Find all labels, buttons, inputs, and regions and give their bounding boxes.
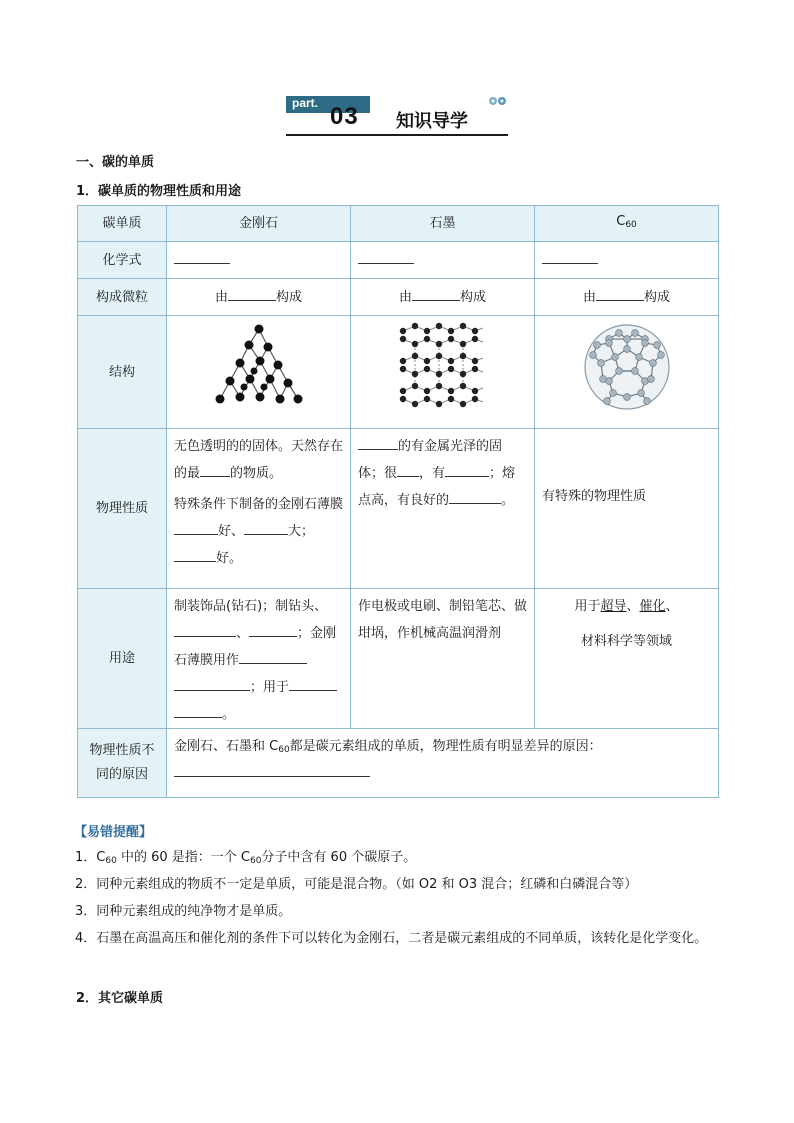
cell-text: 金刚石、石墨和 $C_{60}$都是碳元素组成的单质，物理性质有明显差异的原因： <box>174 739 602 755</box>
graphite-structure-cell <box>351 316 535 429</box>
tip-item: 2．同种元素组成的物质不一定是单质，可能是混合物。（如 O2 和 O3 混合；红磷和白磷混合等） <box>75 877 638 892</box>
cell-text: 特殊条件下制备的金刚石薄膜好、 大； 好。 <box>174 497 344 566</box>
cell-text: 构成 <box>276 289 303 305</box>
col-header <box>535 206 719 242</box>
cell-text: 由 <box>582 289 596 305</box>
page-title: 知识导学 <box>396 111 468 132</box>
c60-use-cell <box>535 589 719 729</box>
table-row <box>78 429 719 589</box>
cell-text: 构成 <box>644 289 671 305</box>
title-underline <box>286 134 508 136</box>
diamond-use-cell <box>167 589 351 729</box>
table-row <box>78 279 719 316</box>
cell-text: 无色透明的的固体。天然存在的最 的物质。 <box>174 439 344 481</box>
graphite-physical-cell <box>351 429 535 589</box>
part-number: 03 <box>330 103 359 130</box>
formula-cell <box>351 242 535 279</box>
row-label: 物理性质 <box>78 429 167 589</box>
formula-cell <box>167 242 351 279</box>
col-header: 碳单质 <box>78 206 167 242</box>
table-header-row <box>78 206 719 242</box>
row-label: 化学式 <box>78 242 167 279</box>
fill-blank[interactable] <box>244 520 288 535</box>
col-header: 石墨 <box>351 206 535 242</box>
tip-item: 4．石墨在高温高压和催化剂的条件下可以转化为金刚石，二者是碳元素组成的不同单质，该转化是化学变化。 <box>75 931 708 946</box>
fill-blank[interactable] <box>239 649 307 664</box>
subsection-heading: 2．其它碳单质 <box>76 991 164 1006</box>
fill-blank[interactable] <box>412 286 460 301</box>
fill-blank[interactable] <box>289 676 337 691</box>
diamond-structure-cell <box>167 316 351 429</box>
fill-blank[interactable] <box>174 547 216 562</box>
fill-blank[interactable] <box>449 489 501 504</box>
particle-cell <box>351 279 535 316</box>
row-label: 构成微粒 <box>78 279 167 316</box>
carbon-properties-table <box>77 205 719 798</box>
row-label: 物理性质不同的原因 <box>78 729 167 798</box>
c60-structure-image <box>579 319 675 415</box>
fill-blank[interactable] <box>174 520 218 535</box>
decor-dots-icon <box>488 96 508 110</box>
cell-text: 的有金属光泽的固体；很 ，有 ；熔点高，有良好的 。 <box>358 433 527 514</box>
col-header: 金刚石 <box>167 206 351 242</box>
table-row <box>78 316 719 429</box>
table-row <box>78 589 719 729</box>
row-label: 结构 <box>78 316 167 429</box>
particle-cell <box>167 279 351 316</box>
tip-item: 3．同种元素组成的纯净物才是单质。 <box>75 904 292 919</box>
row-label: 用途 <box>78 589 167 729</box>
fill-blank[interactable] <box>358 249 414 264</box>
formula-cell <box>535 242 719 279</box>
section-heading: 一、碳的单质 <box>76 155 155 170</box>
fill-blank[interactable] <box>397 462 419 477</box>
fill-blank[interactable] <box>174 703 222 718</box>
fill-blank[interactable] <box>174 622 236 637</box>
cell-text: 由 <box>214 289 228 305</box>
fill-blank[interactable] <box>445 462 489 477</box>
fill-blank[interactable] <box>174 762 370 777</box>
c60-physical-cell: 有特殊的物理性质 <box>535 429 719 589</box>
particle-cell <box>535 279 719 316</box>
fill-blank[interactable] <box>174 676 250 691</box>
fill-blank[interactable] <box>358 435 398 450</box>
graphite-structure-image <box>393 319 493 415</box>
fill-blank[interactable] <box>596 286 644 301</box>
c60-sub: 60 <box>625 220 637 230</box>
part-header <box>286 96 508 138</box>
table-row <box>78 242 719 279</box>
fill-blank[interactable] <box>542 249 598 264</box>
fill-blank[interactable] <box>249 622 297 637</box>
c60-base: C <box>616 214 626 229</box>
c60-structure-cell <box>535 316 719 429</box>
subsection-heading: 1．碳单质的物理性质和用途 <box>76 184 242 199</box>
table-row <box>78 729 719 798</box>
fill-blank[interactable] <box>200 462 230 477</box>
reason-cell <box>167 729 719 798</box>
cell-text: 用于超导、催化、 <box>574 599 679 614</box>
cell-text: 构成 <box>460 289 487 305</box>
fill-blank[interactable] <box>174 249 230 264</box>
cell-text: 制装饰品(钻石)；制钻头、、 ；金刚石薄膜用作 ；用于 。 <box>174 599 337 722</box>
graphite-use-cell: 作电极或电刷、制铅笔芯、做坩埚，作机械高温润滑剂 <box>351 589 535 729</box>
cell-text: 由 <box>398 289 412 305</box>
part-label: part. <box>292 96 319 110</box>
tips-heading: 【易错提醒】 <box>74 825 153 840</box>
diamond-physical-cell <box>167 429 351 589</box>
fill-blank[interactable] <box>228 286 276 301</box>
diamond-structure-image <box>204 321 314 413</box>
cell-text: 材料科学等领域 <box>580 634 672 649</box>
tip-item: 1．$C_{60}$ 中的 60 是指：一个 $C_{60}$分子中含有 60 个碳原子。 <box>75 850 417 866</box>
